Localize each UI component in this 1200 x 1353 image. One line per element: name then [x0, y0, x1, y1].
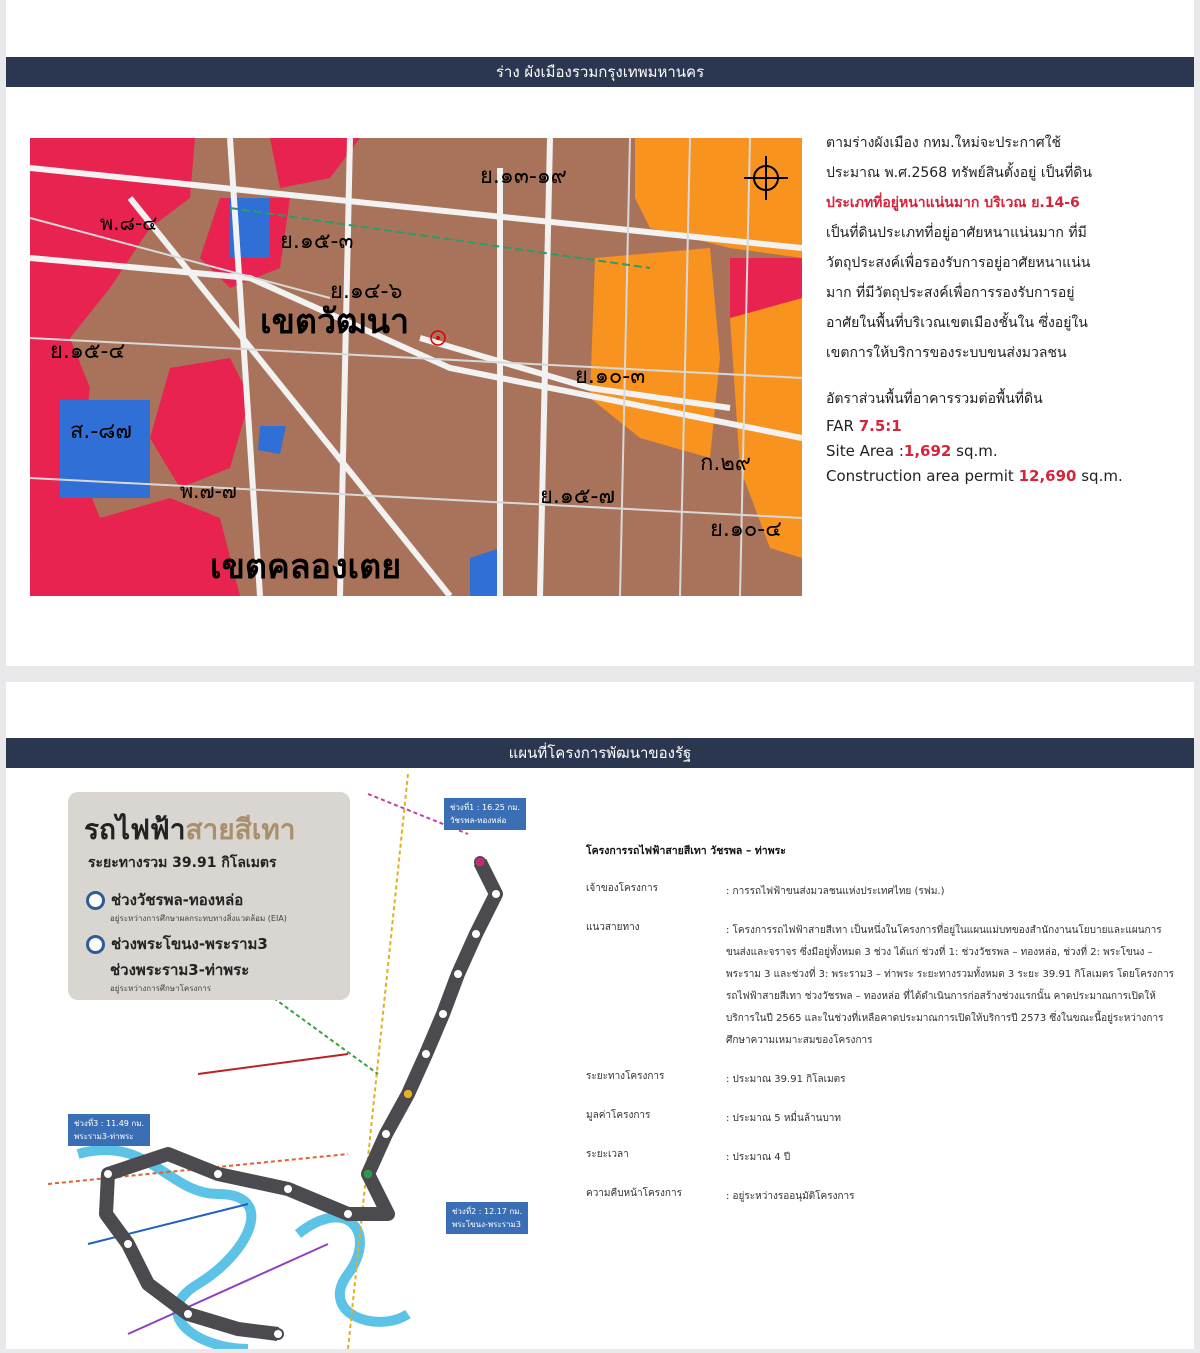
callout-segment-1	[444, 798, 526, 830]
station-circle-icon	[86, 935, 105, 954]
map-label-zone-y13-19: ย.๑๓-๑๙	[480, 164, 567, 189]
site-label: Site Area :	[826, 442, 904, 460]
detail-value: : ประมาณ 5 หมื่นล้านบาท	[726, 1113, 841, 1124]
detail-value: : โครงการรถไฟฟ้าสายสีเทา เป็นหนึ่งในโครงการที่อยู่ในแผนแม่บทของสำนักงานนโยบายและแผนการขนส่งและจราจร ซึ่งมีอยู่ทั้งหมด 3 ช่วง ได้แก่ ช่วงที่ 1: ช่วงวัชรพล – ทองหล่อ, ช่วงที่ 2: พระโขนง – พระราม 3 และช่วงที่ 3: พระราม3 – ท่าพระ ระยะทางรวมทั้งหมด 3 ระยะ 39.91 กิโลเมตร โดยโครงการรถไฟฟ้าสายสีเทา ช่วงวัชรพล – ทองหล่อ ที่ได้ดำเนินการก่อสร้างช่วงแรกนั้น คาดประมาณการเปิดให้บริการในปี 2565 และในช่วงที่เหลือคาดประมาณการเปิดให้บริการปี 2573 ซึ่งในขณะนี้อยู่ระหว่างการศึกษาความเหมาะสมของโครงการ	[726, 925, 1175, 1046]
legend-item-1-label: ช่วงวัชรพล-ทองหล่อ	[111, 891, 244, 909]
map-label-zone-y14-6: ย.๑๔-๖	[330, 279, 403, 304]
callout-2-distance: ช่วงที่2 : 12.17 กม.	[452, 1207, 523, 1216]
detail-value: : อยู่ระหว่างรออนุมัติโครงการ	[726, 1191, 855, 1202]
detail-key: ระยะเวลา	[586, 1149, 629, 1160]
desc-line-3: เป็นที่ดินประเภทที่อยู่อาศัยหนาแน่นมาก ที่มี	[826, 225, 1087, 241]
site-area-stat	[826, 439, 1171, 464]
desc-highlight: ประเภทที่อยู่หนาแน่นมาก บริเวณ ย.14-6	[826, 195, 1080, 211]
site-unit: sq.m.	[951, 442, 998, 460]
detail-key: เจ้าของโครงการ	[586, 883, 658, 894]
project-details	[586, 842, 1176, 1225]
legend-title	[84, 808, 296, 852]
detail-value: : ประมาณ 39.91 กิโลเมตร	[726, 1074, 846, 1085]
line-legend-box	[68, 792, 350, 1000]
construction-value: 12,690	[1018, 467, 1077, 485]
legend-item-2	[86, 932, 268, 995]
map-label-zone-y15-7: ย.๑๕-๗	[540, 484, 615, 509]
callout-1-route: วัชรพล-ทองหล่อ	[450, 816, 507, 825]
detail-row-value	[586, 1108, 1176, 1130]
callout-2-route: พระโขนง-พระราม3	[452, 1220, 521, 1229]
detail-key: มูลค่าโครงการ	[586, 1110, 651, 1121]
callout-segment-2	[446, 1202, 528, 1234]
far-stat	[826, 414, 1171, 439]
desc-line-2: ประมาณ พ.ศ.2568 ทรัพย์สินตั้งอยู่ เป็นที่ดิน	[826, 165, 1092, 181]
construction-area-stat	[826, 464, 1171, 489]
far-caption: อัตราส่วนพื้นที่อาคารรวมต่อพื้นที่ดิน	[826, 391, 1043, 407]
section-header: ร่าง ผังเมืองรวมกรุงเทพมหานคร	[6, 57, 1194, 87]
detail-key: ระยะทางโครงการ	[586, 1071, 665, 1082]
detail-row-route	[586, 920, 1176, 1052]
legend-item-2a-label: ช่วงพระโขนง-พระราม3	[111, 935, 268, 953]
desc-line-7: เขตการให้บริการของระบบขนส่งมวลชน	[826, 345, 1067, 361]
station-circle-icon	[86, 891, 105, 910]
detail-row-progress	[586, 1186, 1176, 1208]
site-value: 1,692	[903, 442, 952, 460]
detail-key: ความคืบหน้าโครงการ	[586, 1188, 682, 1199]
desc-line-4: วัตถุประสงค์เพื่อรองรับการอยู่อาศัยหนาแน่น	[826, 255, 1091, 271]
map-label-zone-y15-3: ย.๑๕-๓	[280, 229, 354, 254]
detail-value: : การรถไฟฟ้าขนส่งมวลชนแห่งประเทศไทย (รฟม.)	[726, 886, 945, 897]
map-label-zone-p8-4: พ.๘-๔	[100, 211, 158, 235]
map-label-zone-s87: ส.-๘๗	[70, 419, 132, 444]
callout-segment-3	[68, 1114, 150, 1146]
far-value: 7.5:1	[858, 417, 902, 435]
construction-label: Construction area permit	[826, 467, 1019, 485]
legend-title-b: สายสีเทา	[185, 813, 296, 846]
section-header: แผนที่โครงการพัฒนาของรัฐ	[6, 738, 1194, 768]
map-label-zone-p7-7: พ.๗-๗	[180, 479, 237, 503]
zoning-card	[6, 0, 1194, 666]
legend-title-a: รถไฟฟ้า	[84, 813, 186, 846]
detail-value: : ประมาณ 4 ปี	[726, 1152, 791, 1163]
legend-item-1	[86, 888, 287, 925]
detail-row-distance	[586, 1069, 1176, 1091]
project-title: โครงการรถไฟฟ้าสายสีเทา วัชรพล – ท่าพระ	[586, 845, 786, 857]
detail-row-duration	[586, 1147, 1176, 1169]
map-label-zone-y10-4: ย.๑๐-๔	[710, 517, 782, 542]
callout-3-route: พระราม3-ท่าพระ	[74, 1132, 134, 1141]
zoning-map	[30, 138, 802, 596]
construction-unit: sq.m.	[1076, 467, 1123, 485]
legend-distance: ระยะทางรวม 39.91 กิโลเมตร	[88, 855, 277, 871]
government-projects-card	[6, 682, 1194, 1349]
desc-line-1: ตามร่างผังเมือง กทม.ใหม่จะประกาศใช้	[826, 135, 1062, 151]
zoning-description	[826, 128, 1171, 489]
map-label-zone-y15-4: ย.๑๕-๔	[50, 339, 126, 364]
legend-item-1-sub: อยู่ระหว่างการศึกษาผลกระทบทางสิ่งแวดล้อม (EIA)	[110, 914, 287, 923]
map-label-district-main: เขตวัฒนา	[260, 302, 410, 342]
map-label-zone-y10-3: ย.๑๐-๓	[575, 364, 646, 389]
zoning-map-graphic	[30, 138, 802, 596]
legend-item-2-sub: อยู่ระหว่างการศึกษาโครงการ	[110, 984, 212, 993]
map-label-district-south: เขตคลองเตย	[210, 547, 402, 587]
desc-line-5: มาก ที่มีวัตถุประสงค์เพื่อการรองรับการอยู่	[826, 285, 1075, 301]
far-label: FAR	[826, 417, 859, 435]
detail-key: แนวสายทาง	[586, 922, 640, 933]
legend-item-2b-label: ช่วงพระราม3-ท่าพระ	[110, 961, 250, 979]
callout-1-distance: ช่วงที่1 : 16.25 กม.	[450, 803, 521, 812]
map-label-zone-k29: ก.๒๙	[700, 451, 751, 476]
callout-3-distance: ช่วงที่3 : 11.49 กม.	[74, 1119, 145, 1128]
detail-row-owner	[586, 881, 1176, 903]
desc-line-6: อาศัยในพื้นที่บริเวณเขตเมืองชั้นใน ซึ่งอยู่ใน	[826, 315, 1088, 331]
